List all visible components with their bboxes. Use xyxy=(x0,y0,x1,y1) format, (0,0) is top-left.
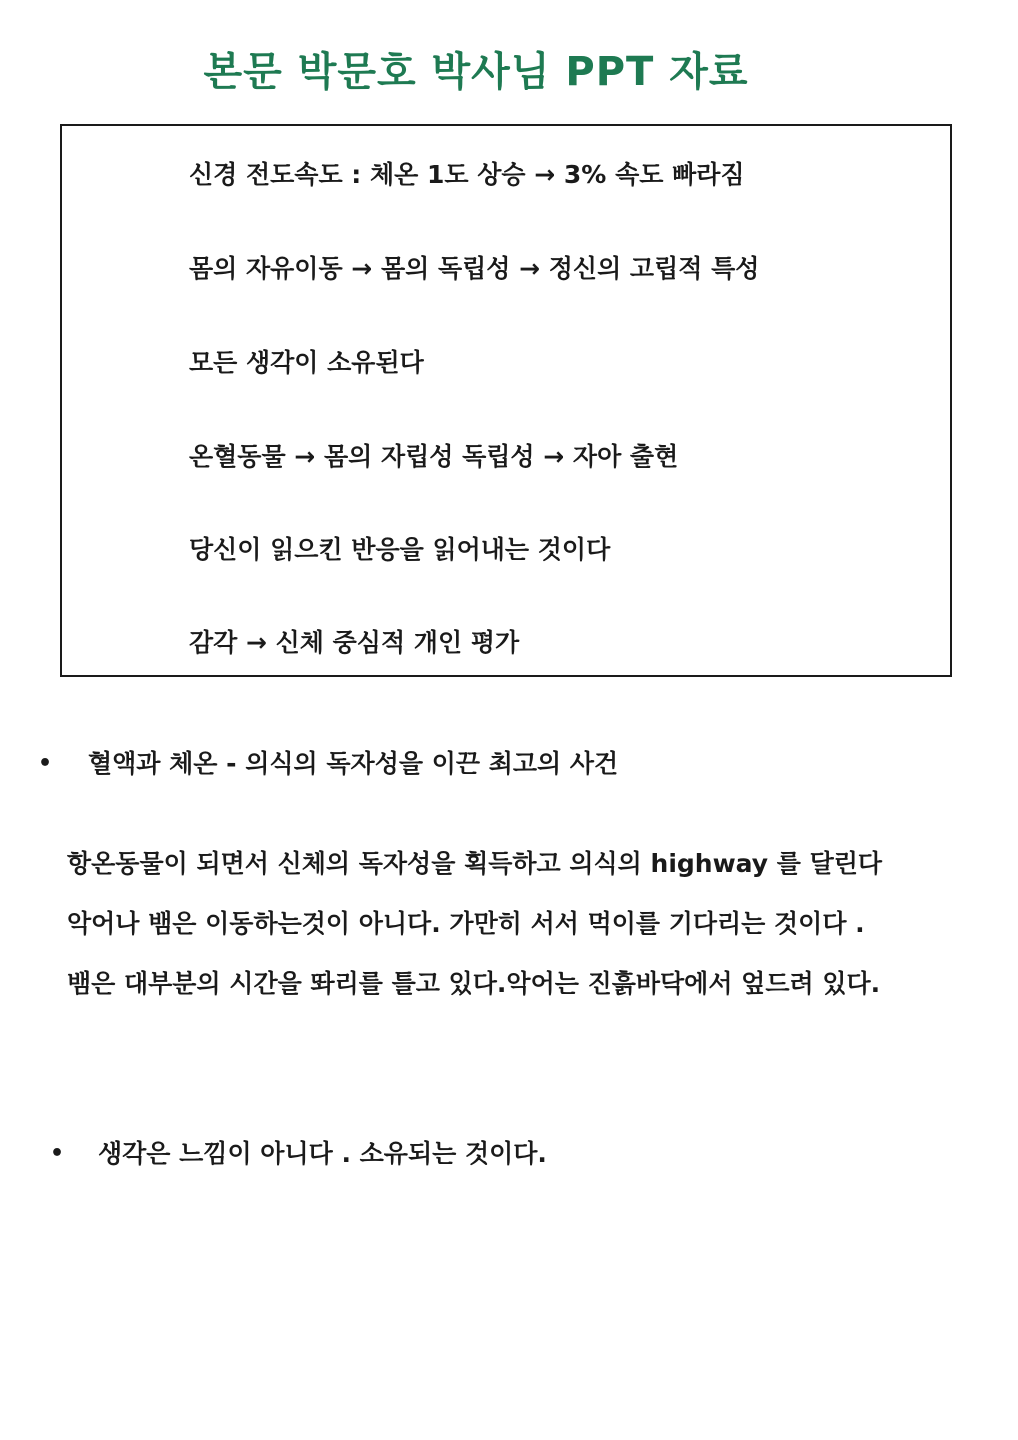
page-title: 본문 박문호 박사님 PPT 자료 xyxy=(203,49,749,95)
box-line-5: 당신이 읽으킨 반응을 읽어내는 것이다 xyxy=(189,535,611,564)
section-heading-blood-temperature: 혈액과 체온 - 의식의 독자성을 이끈 최고의 사건 xyxy=(88,749,619,778)
paragraph-line-1: 항온동물이 되면서 신체의 독자성을 획득하고 의식의 highway 를 달린다 xyxy=(67,849,883,878)
box-line-4: 온혈동물 → 몸의 자립성 독립성 → 자아 출현 xyxy=(189,442,679,471)
paragraph-line-3: 뱀은 대부분의 시간을 똬리를 틀고 있다.악어는 진흙바닥에서 엎드려 있다. xyxy=(67,969,881,998)
section-heading-thought: 생각은 느낌이 아니다 . 소유되는 것이다. xyxy=(98,1139,547,1168)
bullet-marker-2: • xyxy=(50,1141,65,1166)
ppt-content-box xyxy=(60,124,952,677)
bullet-marker-1: • xyxy=(38,751,53,776)
box-line-6: 감각 → 신체 중심적 개인 평가 xyxy=(189,628,520,657)
paragraph-line-2: 악어나 뱀은 이동하는것이 아니다. 가만히 서서 먹이를 기다리는 것이다 . xyxy=(67,909,865,938)
box-line-1: 신경 전도속도 : 체온 1도 상승 → 3% 속도 빠라짐 xyxy=(189,160,745,189)
box-line-2: 몸의 자유이동 → 몸의 독립성 → 정신의 고립적 특성 xyxy=(189,254,760,283)
box-line-3: 모든 생각이 소유된다 xyxy=(189,348,424,377)
